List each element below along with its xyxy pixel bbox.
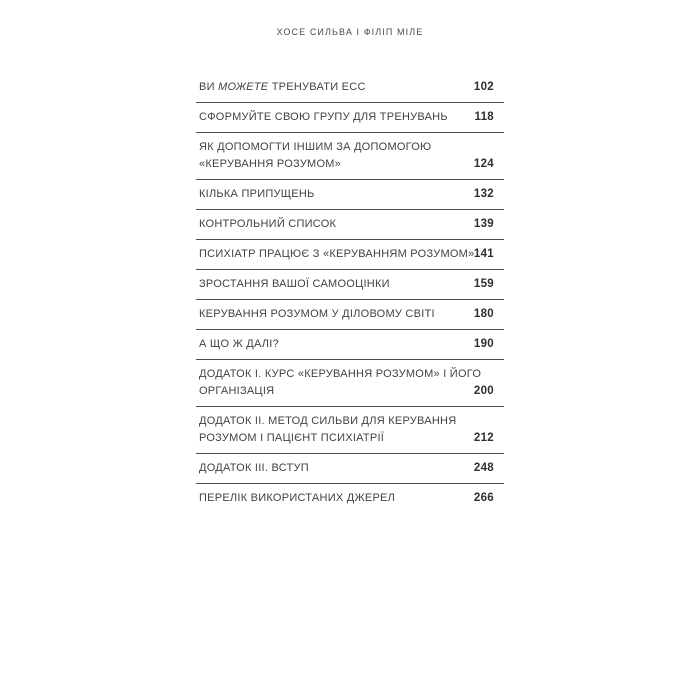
toc-entry-page-number: 180 xyxy=(473,308,494,320)
toc-entry-title-line: ВИ МОЖЕТЕ ТРЕНУВАТИ ЕСС xyxy=(199,81,366,93)
toc-entry-title-line: ЯК ДОПОМОГТИ ІНШИМ ЗА ДОПОМОГОЮ xyxy=(199,141,432,153)
toc-entry-title-line: А ЩО Ж ДАЛІ? xyxy=(199,338,279,350)
toc-row xyxy=(196,407,504,454)
toc-entry-page-number: 132 xyxy=(473,188,494,200)
toc-entry-title-line: «КЕРУВАННЯ РОЗУМОМ» xyxy=(199,158,342,170)
toc-entry-title-line: КЕРУВАННЯ РОЗУМОМ У ДІЛОВОМУ СВІТІ xyxy=(199,308,435,320)
toc-row xyxy=(196,360,504,407)
toc-entry-title xyxy=(199,336,494,353)
toc-entry-page-number: 248 xyxy=(473,462,494,474)
toc-entry-title xyxy=(199,246,494,263)
running-header: ХОСЕ СИЛЬВА І ФІЛІП МІЛЕ xyxy=(276,27,424,37)
toc-row xyxy=(196,270,504,300)
toc-row xyxy=(196,300,504,330)
toc-entry-title-line: ДОДАТОК ІІІ. ВСТУП xyxy=(199,462,309,474)
toc-entry-title xyxy=(199,139,494,173)
toc-entry-page-number: 200 xyxy=(473,385,494,397)
toc-entry-title-line: РОЗУМОМ І ПАЦІЄНТ ПСИХІАТРІЇ xyxy=(199,432,385,444)
toc-entry-page-number: 102 xyxy=(473,81,494,93)
toc-row xyxy=(196,73,504,103)
toc-entry-title xyxy=(199,276,494,293)
toc-entry-title xyxy=(199,216,494,233)
toc-entry-title xyxy=(199,186,494,203)
toc-row xyxy=(196,133,504,180)
toc-entry-title-line: ПСИХІАТР ПРАЦЮЄ З «КЕРУВАННЯМ РОЗУМОМ» xyxy=(199,248,475,260)
toc-entry-page-number: 139 xyxy=(473,218,494,230)
toc-entry-title-line: КІЛЬКА ПРИПУЩЕНЬ xyxy=(199,188,315,200)
toc-entry-page-number: 190 xyxy=(473,338,494,350)
toc-entry-page-number: 266 xyxy=(473,492,494,504)
toc-entry-title xyxy=(199,413,494,447)
toc-row xyxy=(196,454,504,484)
toc-row xyxy=(196,240,504,270)
toc-entry-title xyxy=(199,79,494,96)
toc-entry-title-line: ДОДАТОК ІІ. МЕТОД СИЛЬВИ ДЛЯ КЕРУВАННЯ xyxy=(199,415,457,427)
toc-entry-title-line: КОНТРОЛЬНИЙ СПИСОК xyxy=(199,218,337,230)
toc-entry-title xyxy=(199,109,494,126)
toc-entry-title-line: ПЕРЕЛІК ВИКОРИСТАНИХ ДЖЕРЕЛ xyxy=(199,492,396,504)
toc-entry-title-line: ЗРОСТАННЯ ВАШОЇ САМООЦІНКИ xyxy=(199,278,390,290)
toc-entry-title xyxy=(199,460,494,477)
toc-entry-page-number: 118 xyxy=(474,111,494,123)
toc-entry-title xyxy=(199,490,494,507)
toc-entry-page-number: 141 xyxy=(473,248,494,260)
toc-entry-page-number: 159 xyxy=(473,278,494,290)
toc-entry-title-line: ОРГАНІЗАЦІЯ xyxy=(199,385,275,397)
toc-entry-title xyxy=(199,366,494,400)
toc-entry-title-line: СФОРМУЙТЕ СВОЮ ГРУПУ ДЛЯ ТРЕНУВАНЬ xyxy=(199,111,448,123)
toc-row xyxy=(196,330,504,360)
toc-entry-page-number: 212 xyxy=(473,432,494,444)
toc-entry-title xyxy=(199,306,494,323)
toc-row xyxy=(196,210,504,240)
toc-row xyxy=(196,103,504,133)
toc-row xyxy=(196,180,504,210)
toc-entry-page-number: 124 xyxy=(473,158,494,170)
toc-row xyxy=(196,484,504,513)
table-of-contents xyxy=(196,73,504,513)
toc-entry-title-line: ДОДАТОК І. КУРС «КЕРУВАННЯ РОЗУМОМ» І ЙОГО xyxy=(199,368,482,380)
